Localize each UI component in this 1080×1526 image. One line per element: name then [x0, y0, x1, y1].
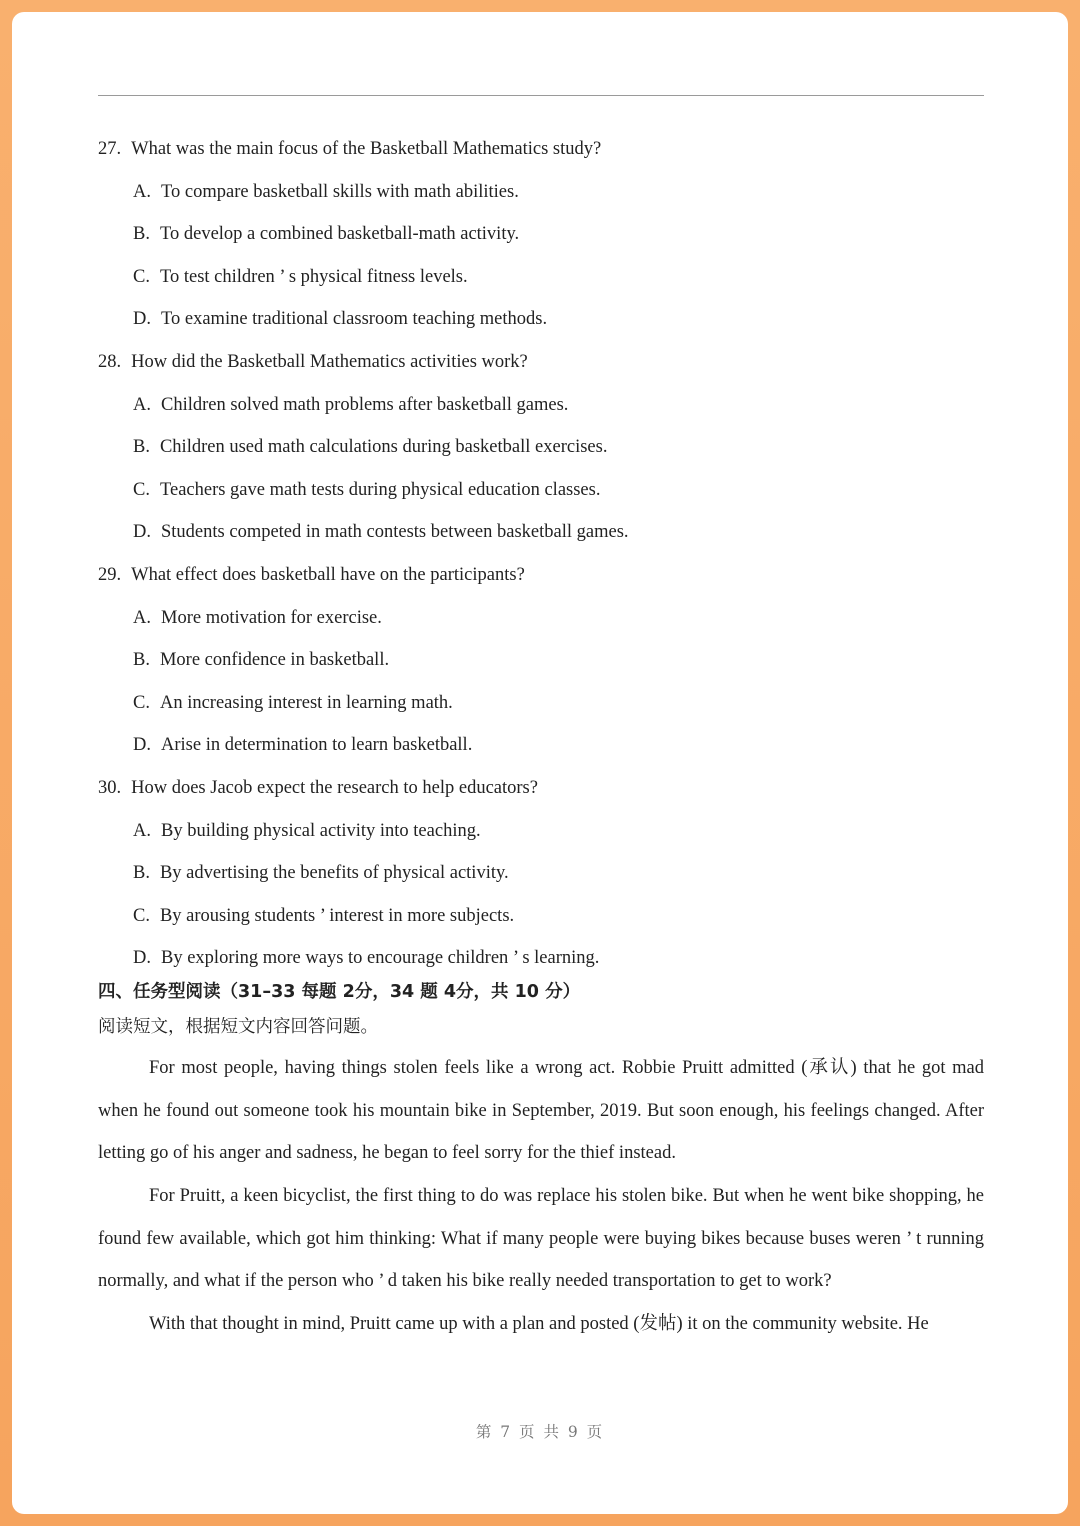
option-text: Students competed in math contests between basketball games.	[161, 522, 629, 543]
option-letter: D.	[133, 735, 151, 756]
passage-paragraph: For Pruitt, a keen bicyclist, the first thing to do was replace his stolen bike. But when he went bike shopping, he found few available, which got him thinking: What if many people were buying bikes because buses weren ’ t running normally, and what if the person who ’ d taken his bike really needed transportation to get to work?	[98, 1186, 984, 1292]
option-text: By arousing students ’ interest in more subjects.	[159, 905, 515, 926]
option-letter: D.	[133, 309, 151, 330]
question-number: 27.	[98, 139, 122, 159]
question-27	[98, 128, 984, 171]
option	[98, 941, 984, 975]
option-text: Children solved math problems after basketball games.	[161, 394, 569, 415]
document-content	[98, 128, 984, 1345]
option	[98, 298, 984, 341]
page-footer: 第 7 页 共 9 页	[475, 1423, 605, 1441]
option	[98, 256, 984, 299]
option-letter: C.	[133, 266, 150, 287]
option-letter: B.	[133, 863, 150, 884]
option-text: To test children ’ s physical fitness levels.	[159, 266, 468, 287]
section-title: 四、任务型阅读（31–33 每题 2分，34 题 4分，共 10 分）	[98, 982, 581, 1003]
option-letter: A.	[133, 607, 151, 628]
option-text: More motivation for exercise.	[161, 607, 382, 628]
question-text: What effect does basketball have on the participants?	[131, 564, 525, 585]
option-text: By building physical activity into teaching.	[161, 820, 481, 841]
option-letter: A.	[133, 394, 151, 415]
option	[98, 597, 984, 640]
option-letter: D.	[133, 522, 151, 543]
option	[98, 724, 984, 767]
section-instruction: 阅读短文，根据短文内容回答问题。	[98, 1017, 378, 1038]
option	[98, 171, 984, 214]
question-30	[98, 767, 984, 810]
option-text: To examine traditional classroom teaching methods.	[161, 309, 548, 330]
header-rule	[98, 95, 984, 96]
option	[98, 895, 984, 938]
question-text: How does Jacob expect the research to help educators?	[131, 777, 538, 798]
option-text: To compare basketball skills with math abilities.	[161, 181, 519, 202]
option	[98, 639, 984, 682]
question-text: What was the main focus of the Basketball Mathematics study?	[131, 139, 602, 159]
option	[98, 511, 984, 554]
question-number: 30.	[98, 777, 122, 798]
option-text: To develop a combined basketball-math activity.	[159, 224, 520, 245]
option	[98, 213, 984, 256]
option-letter: A.	[133, 181, 151, 202]
option-letter: C.	[133, 479, 150, 500]
option	[98, 384, 984, 427]
option	[98, 426, 984, 469]
option-letter: D.	[133, 948, 151, 969]
option-letter: C.	[133, 692, 150, 713]
option	[98, 682, 984, 725]
option-text: Arise in determination to learn basketball.	[161, 735, 473, 756]
option	[98, 852, 984, 895]
question-text: How did the Basketball Mathematics activities work?	[131, 351, 528, 372]
question-29	[98, 554, 984, 597]
option-text: Children used math calculations during basketball exercises.	[159, 437, 608, 458]
option-text: An increasing interest in learning math.	[159, 692, 453, 713]
option-letter: A.	[133, 820, 151, 841]
option-text: By exploring more ways to encourage children ’ s learning.	[161, 948, 600, 969]
question-28	[98, 341, 984, 384]
option-text: Teachers gave math tests during physical education classes.	[159, 479, 601, 500]
option	[98, 810, 984, 853]
option-text: By advertising the benefits of physical activity.	[159, 863, 509, 884]
document-page	[12, 12, 1068, 1514]
option-text: More confidence in basketball.	[159, 650, 390, 671]
question-number: 28.	[98, 351, 122, 372]
option-letter: C.	[133, 905, 150, 926]
passage-paragraph: With that thought in mind, Pruitt came up with a plan and posted (发帖) it on the community website. He	[149, 1313, 929, 1334]
option-letter: B.	[133, 437, 150, 458]
passage-paragraph: For most people, having things stolen feels like a wrong act. Robbie Pruitt admitted (承认) that he got mad when he found out someone took his mountain bike in September, 2019. But soon enough, his feelings changed. After letting go of his anger and sadness, he began to feel sorry for the thief instead.	[98, 1058, 984, 1164]
option-letter: B.	[133, 650, 150, 671]
question-number: 29.	[98, 564, 122, 585]
option-letter: B.	[133, 224, 150, 245]
option	[98, 469, 984, 512]
